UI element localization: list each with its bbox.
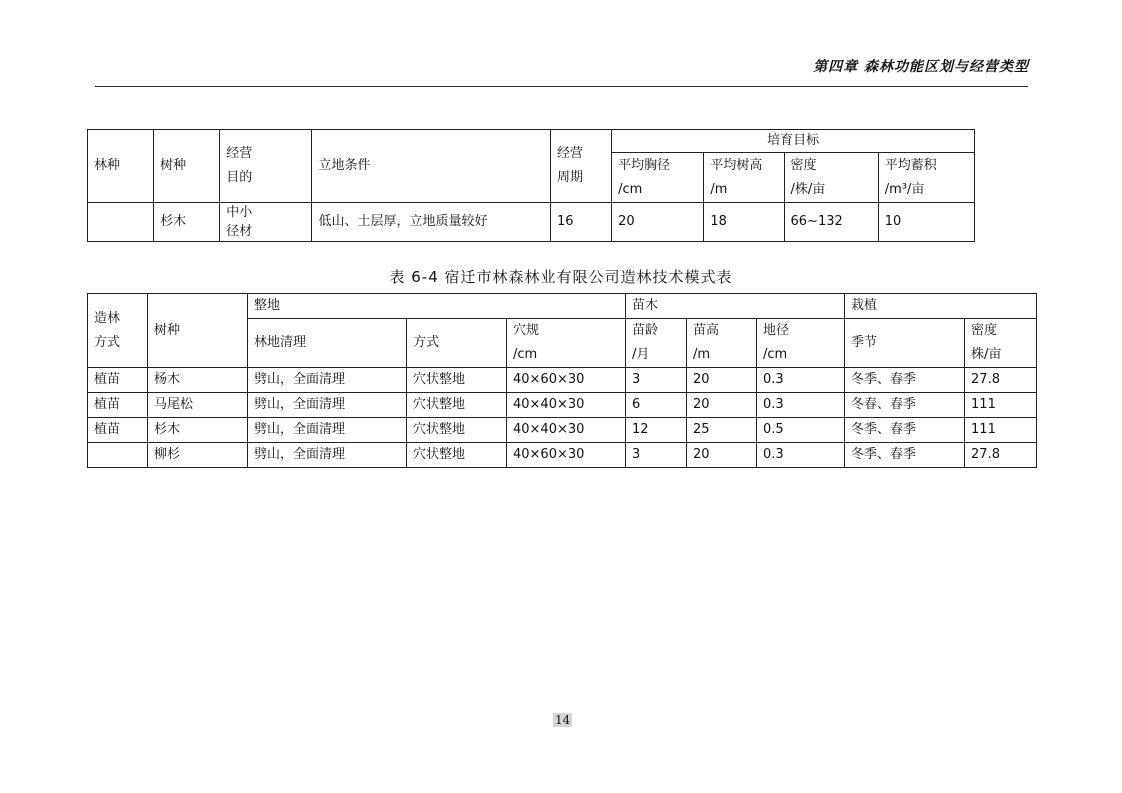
table-row [88, 443, 1037, 468]
cell-miaoling: 3 [626, 443, 687, 468]
cell-xuegui: 40×60×30 [507, 368, 626, 393]
header-qingli: 林地清理 [248, 319, 407, 368]
cell-xuegui: 40×40×30 [507, 418, 626, 443]
chapter-title: 第四章 森林功能区划与经营类型 [813, 59, 1029, 75]
header-zhengdi: 整地 [248, 294, 626, 319]
cell-jijie: 冬季、春季 [845, 418, 965, 443]
cell-dijing: 0.3 [757, 443, 845, 468]
cell-lidi: 低山、土层厚，立地质量较好 [312, 203, 551, 242]
cell-miaoling: 12 [626, 418, 687, 443]
header-zaizhi: 栽植 [845, 294, 1037, 319]
header-midu: 密度 株/亩 [965, 319, 1037, 368]
cell-zhouqi: 16 [551, 203, 612, 242]
cell-jijie: 冬季、春季 [845, 368, 965, 393]
header-xiongjing: 平均胸径 /cm [612, 153, 704, 203]
afforestation-technique-table [87, 293, 1037, 468]
cell-fangshi [88, 443, 148, 468]
cell-fs: 穴状整地 [407, 368, 507, 393]
header-miaoling: 苗龄 /月 [626, 319, 687, 368]
header-miaogao: 苗高 /m [687, 319, 757, 368]
cell-qingli: 劈山，全面清理 [248, 418, 407, 443]
cell-qingli: 劈山，全面清理 [248, 443, 407, 468]
cell-midu: 27.8 [965, 368, 1037, 393]
cell-shuzhong: 马尾松 [148, 393, 248, 418]
cell-mudi: 中小 径材 [220, 203, 312, 242]
cell-midu: 66~132 [784, 203, 878, 242]
header-fangshi: 造林 方式 [88, 294, 148, 368]
cell-miaoling: 6 [626, 393, 687, 418]
header-shuzhong: 树种 [154, 130, 220, 203]
cell-fangshi: 植苗 [88, 418, 148, 443]
header-dijing: 地径 /cm [757, 319, 845, 368]
cell-fs: 穴状整地 [407, 393, 507, 418]
table-row [88, 418, 1037, 443]
table-row [88, 393, 1037, 418]
cell-fs: 穴状整地 [407, 418, 507, 443]
cell-qingli: 劈山，全面清理 [248, 368, 407, 393]
cell-midu: 27.8 [965, 443, 1037, 468]
cell-fs: 穴状整地 [407, 443, 507, 468]
cell-fangshi: 植苗 [88, 393, 148, 418]
cell-xiongjing: 20 [612, 203, 704, 242]
cell-dijing: 0.3 [757, 368, 845, 393]
header-rule [95, 86, 1028, 87]
cell-miaogao: 20 [687, 393, 757, 418]
cell-shugao: 18 [704, 203, 784, 242]
table-row [88, 368, 1037, 393]
page-number: 14 [555, 713, 571, 727]
cell-linzhong [88, 203, 154, 242]
cell-shuzhong: 杉木 [148, 418, 248, 443]
cell-shuzhong: 杨木 [148, 368, 248, 393]
cell-xuji: 10 [878, 203, 974, 242]
cell-xuegui: 40×40×30 [507, 393, 626, 418]
cell-jijie: 冬季、春季 [845, 443, 965, 468]
header-shugao: 平均树高 /m [704, 153, 784, 203]
header-zhouqi: 经营 周期 [551, 130, 612, 203]
header-xuji: 平均蓄积 /m³/亩 [878, 153, 974, 203]
cell-qingli: 劈山，全面清理 [248, 393, 407, 418]
header-shuzhong: 树种 [148, 294, 248, 368]
header-lidi: 立地条件 [312, 130, 551, 203]
table-row [88, 203, 975, 242]
cell-midu: 111 [965, 393, 1037, 418]
header-xuegui: 穴规 /cm [507, 319, 626, 368]
cell-miaogao: 25 [687, 418, 757, 443]
cell-shuzhong: 杉木 [154, 203, 220, 242]
cultivation-target-table [87, 129, 975, 242]
cell-fangshi: 植苗 [88, 368, 148, 393]
cell-miaoling: 3 [626, 368, 687, 393]
cell-midu: 111 [965, 418, 1037, 443]
header-jijie: 季节 [845, 319, 965, 368]
cell-xuegui: 40×60×30 [507, 443, 626, 468]
cell-miaogao: 20 [687, 368, 757, 393]
header-linzhong: 林种 [88, 130, 154, 203]
header-fs: 方式 [407, 319, 507, 368]
cell-dijing: 0.5 [757, 418, 845, 443]
cell-miaogao: 20 [687, 443, 757, 468]
cell-jijie: 冬春、春季 [845, 393, 965, 418]
header-mudi: 经营 目的 [220, 130, 312, 203]
header-mubiao: 培育目标 [612, 130, 975, 153]
cell-shuzhong: 柳杉 [148, 443, 248, 468]
cell-dijing: 0.3 [757, 393, 845, 418]
header-midu: 密度 /株/亩 [784, 153, 878, 203]
header-miaomu: 苗木 [626, 294, 845, 319]
table-caption: 表 6-4 宿迁市林森林业有限公司造林技术模式表 [389, 268, 733, 286]
